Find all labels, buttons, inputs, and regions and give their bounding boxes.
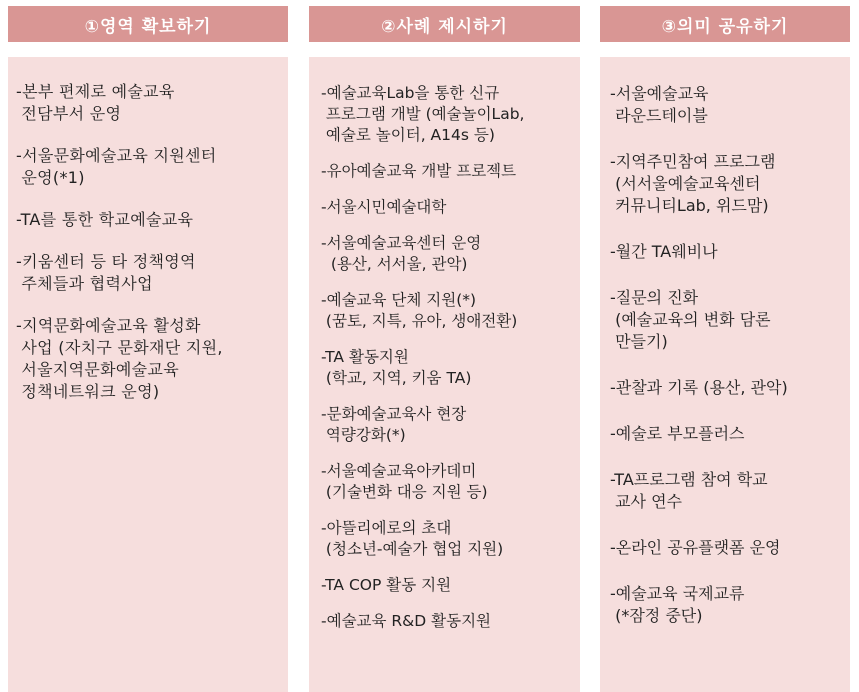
column-header: ①영역 확보하기 — [8, 6, 288, 42]
column-header: ②사례 제시하기 — [309, 6, 580, 42]
list-item: -서울예술교육센터 운영 (용산, 서서울, 관악) — [321, 234, 482, 273]
column-header: ③의미 공유하기 — [600, 6, 850, 42]
column-body — [309, 57, 580, 692]
column-presenting-cases — [309, 0, 580, 630]
list-item: -예술교육 단체 지원(*) (꿈토, 지특, 유아, 생애전환) — [321, 291, 518, 330]
list-item: -유아예술교육 개발 프로젝트 — [321, 162, 517, 180]
list-item: -질문의 진화 (예술교육의 변화 담론 만들기) — [610, 288, 771, 351]
list-item: -관찰과 기록 (용산, 관악) — [610, 378, 788, 397]
list-item: -서울시민예술대학 — [321, 198, 447, 216]
list-item: -예술교육Lab을 통한 신규 프로그램 개발 (예술놀이Lab, 예술로 놀이터, A14s 등) — [321, 84, 525, 144]
list-item: -지역주민참여 프로그램 (서서울예술교육센터 커뮤니티Lab, 위드맘) — [610, 152, 776, 215]
list-item: -서울문화예술교육 지원센터 운영(*1) — [16, 146, 217, 187]
list-item: -예술교육 국제교류 (*잠정 중단) — [610, 584, 745, 625]
column-body — [8, 57, 288, 692]
column-sharing-meaning — [600, 0, 850, 625]
list-item: -지역문화예술교육 활성화 사업 (자치구 문화재단 지원, 서울지역문화예술교육 정책네트워크 운영) — [16, 316, 223, 401]
list-item: -TA COP 활동 지원 — [321, 576, 452, 594]
list-item: -아뜰리에로의 초대 (청소년-예술가 협업 지원) — [321, 519, 504, 558]
list-item: -월간 TA웨비나 — [610, 242, 718, 261]
list-item: -TA를 통한 학교예술교육 — [16, 210, 194, 229]
column-body — [600, 57, 850, 692]
list-item: -서울예술교육아카데미 (기술변화 대응 지원 등) — [321, 462, 488, 501]
list-item: -본부 편제로 예술교육 전담부서 운영 — [16, 82, 175, 123]
list-item: -TA프로그램 참여 학교 교사 연수 — [610, 470, 768, 511]
list-item: -키움센터 등 타 정책영역 주체들과 협력사업 — [16, 252, 196, 293]
list-item: -문화예술교육사 현장 역량강화(*) — [321, 405, 467, 444]
list-item: -TA 활동지원 (학교, 지역, 키움 TA) — [321, 348, 472, 387]
column-area-securing — [8, 0, 288, 401]
list-item: -서울예술교육 라운드테이블 — [610, 84, 709, 125]
list-item: -온라인 공유플랫폼 운영 — [610, 538, 781, 557]
list-item: -예술교육 R&D 활동지원 — [321, 612, 492, 630]
list-item: -예술로 부모플러스 — [610, 424, 745, 443]
